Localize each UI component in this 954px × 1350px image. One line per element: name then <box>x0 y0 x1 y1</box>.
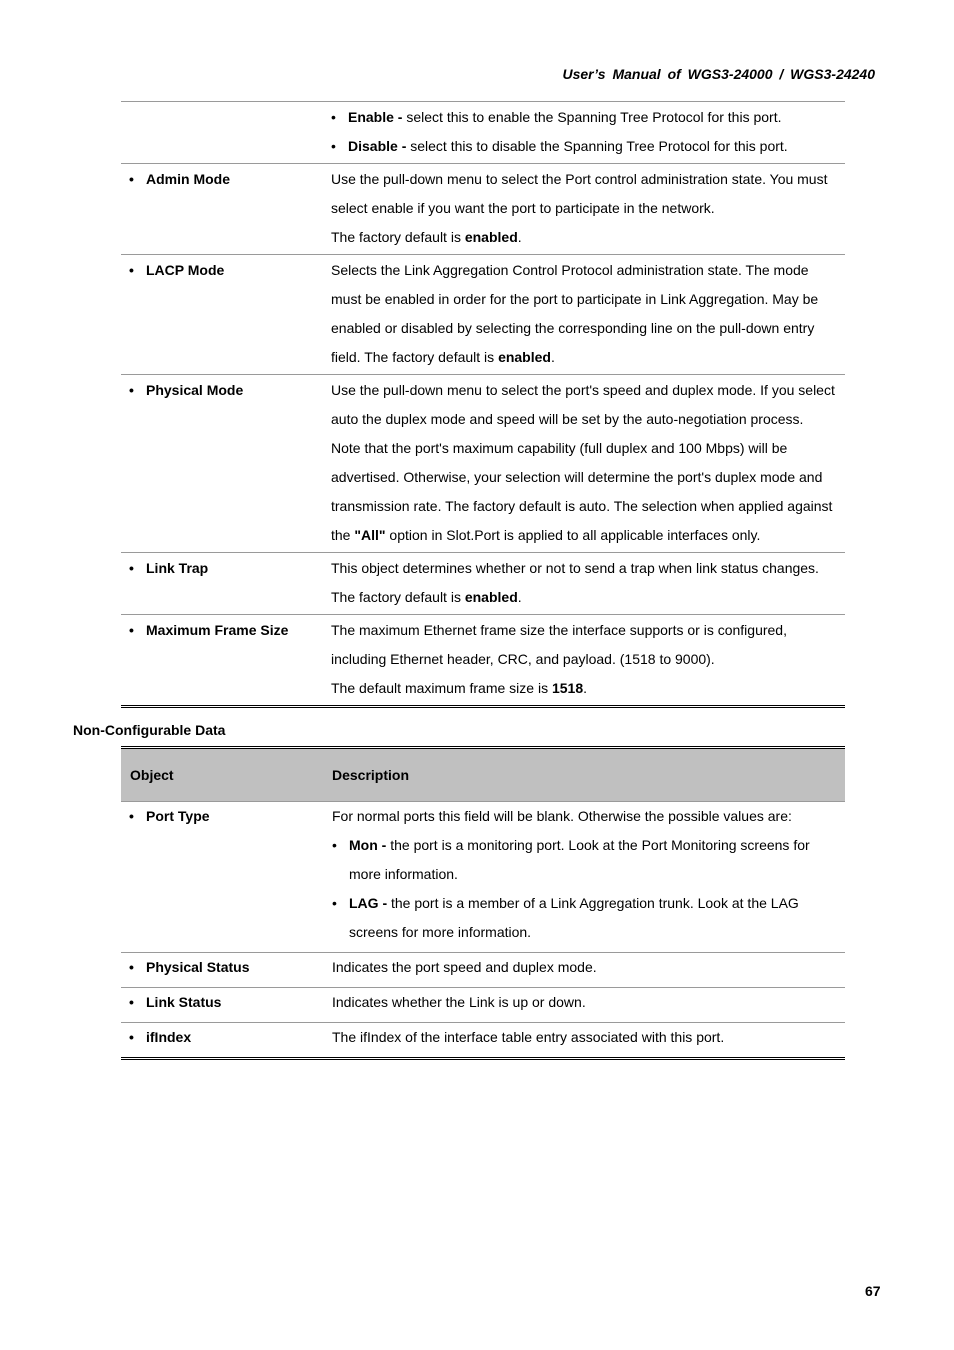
table-header-row <box>121 748 845 802</box>
default-suffix: . <box>583 680 588 696</box>
line-suffix: option in Slot.Port is applied to all applicable interfaces only. <box>385 527 761 543</box>
bullet-icon: • <box>129 808 134 824</box>
object-label: LACP Mode <box>146 262 225 278</box>
object-label: Port Type <box>146 808 210 824</box>
term: LAG - <box>349 895 388 911</box>
description-cell <box>330 102 845 164</box>
description-line <box>331 521 839 550</box>
term: Enable - <box>348 109 403 125</box>
nonconfig-table <box>121 746 845 1060</box>
bullet-icon: • <box>129 560 134 576</box>
term: Mon - <box>349 837 387 853</box>
object-cell <box>121 615 330 707</box>
object-cell <box>121 164 330 255</box>
object-cell <box>121 988 331 1023</box>
line-prefix: the <box>331 527 355 543</box>
column-header-object: Object <box>121 748 331 802</box>
description-line: Use the pull-down menu to select the Port control administration state. You must <box>331 171 828 187</box>
bullet-icon: • <box>129 1029 134 1045</box>
object-cell <box>121 1023 331 1059</box>
bullet-icon: • <box>331 109 336 125</box>
default-prefix: The default maximum frame size is <box>331 680 552 696</box>
default-prefix: The factory default is <box>331 229 465 245</box>
object-label: ifIndex <box>146 1029 192 1045</box>
bullet-icon: • <box>331 138 336 154</box>
default-line <box>331 343 839 372</box>
description-cell: Indicates the port speed and duplex mode. <box>332 959 597 975</box>
default-prefix: The factory default is <box>331 589 465 605</box>
config-table <box>121 101 845 708</box>
term-text: the port is a member of a Link Aggregation trunk. Look at the LAG <box>387 895 799 911</box>
default-value: 1518 <box>551 680 584 696</box>
list-item <box>332 889 839 947</box>
default-value: enabled <box>498 349 551 365</box>
default-line <box>331 583 839 612</box>
object-label: Link Status <box>146 994 222 1010</box>
bullet-icon: • <box>129 262 134 278</box>
description-line: The maximum Ethernet frame size the interface supports or is configured, <box>331 622 787 638</box>
table-row <box>121 802 845 953</box>
table-row <box>121 615 845 707</box>
object-cell <box>121 255 330 375</box>
term-text: select this to enable the Spanning Tree Protocol for this port. <box>402 109 782 125</box>
description-line: auto the duplex mode and speed will be set by the auto-negotiation process. <box>331 411 804 427</box>
default-line <box>331 223 839 252</box>
default-suffix: . <box>517 589 522 605</box>
bullet-icon: • <box>332 837 337 853</box>
object-label: Maximum Frame Size <box>146 622 289 638</box>
description-cell: The ifIndex of the interface table entry associated with this port. <box>332 1029 725 1045</box>
description-line: Selects the Link Aggregation Control Protocol administration state. The mode <box>331 262 809 278</box>
description-line: must be enabled in order for the port to participate in Link Aggregation. May be <box>331 291 819 307</box>
list-item <box>331 103 839 132</box>
description-cell <box>330 164 845 255</box>
default-value: enabled <box>464 589 518 605</box>
table-row <box>121 255 845 375</box>
table-row <box>121 102 845 164</box>
description-line: select enable if you want the port to participate in the network. <box>331 200 715 216</box>
description-line: Use the pull-down menu to select the port's speed and duplex mode. If you select <box>331 382 835 398</box>
table-row <box>121 375 845 553</box>
list-item <box>332 831 839 889</box>
bullet-icon: • <box>129 382 134 398</box>
object-label: Physical Status <box>146 959 250 975</box>
bullet-icon: • <box>129 622 134 638</box>
object-cell <box>121 375 330 553</box>
term-text-continued: more information. <box>349 866 458 882</box>
bullet-icon: • <box>332 895 337 911</box>
bullet-icon: • <box>129 959 134 975</box>
term-text: select this to disable the Spanning Tree Protocol for this port. <box>406 138 788 154</box>
term: Disable - <box>348 138 407 154</box>
term-text-continued: screens for more information. <box>349 924 532 940</box>
description-line: advertised. Otherwise, your selection will determine the port's duplex mode and <box>331 469 823 485</box>
section-title: Non-Configurable Data <box>73 722 226 738</box>
object-cell <box>121 802 331 953</box>
bullet-icon: • <box>129 994 134 1010</box>
object-label: Physical Mode <box>146 382 244 398</box>
column-header-description: Description <box>331 748 845 802</box>
table-row <box>121 553 845 615</box>
object-label: Link Trap <box>146 560 209 576</box>
term-text: the port is a monitoring port. Look at the Port Monitoring screens for <box>386 837 810 853</box>
description-cell <box>330 375 845 553</box>
description-cell <box>330 615 845 707</box>
default-value: enabled <box>464 229 518 245</box>
table-row <box>121 164 845 255</box>
description-line: enabled or disabled by selecting the corresponding line on the pull-down entry <box>331 320 815 336</box>
line-bold: "All" <box>354 527 386 543</box>
page-number: 67 <box>865 1283 881 1299</box>
list-item <box>331 132 839 161</box>
default-suffix: . <box>517 229 522 245</box>
default-suffix: . <box>550 349 555 365</box>
default-line <box>331 674 839 703</box>
description-line: Note that the port's maximum capability (full duplex and 100 Mbps) will be <box>331 440 788 456</box>
description-line: transmission rate. The factory default is auto. The selection when applied against <box>331 498 833 514</box>
table-row <box>121 988 845 1023</box>
description-line: For normal ports this field will be blank. Otherwise the possible values are: <box>332 808 792 824</box>
object-cell <box>121 953 331 988</box>
bullet-icon: • <box>129 171 134 187</box>
object-cell <box>121 553 330 615</box>
description-cell: Indicates whether the Link is up or down. <box>332 994 586 1010</box>
object-label: Admin Mode <box>146 171 230 187</box>
default-prefix: field. The factory default is <box>331 349 499 365</box>
description-cell <box>331 802 845 953</box>
description-cell <box>330 255 845 375</box>
description-line: including Ethernet header, CRC, and payload. (1518 to 9000). <box>331 651 715 667</box>
table-row <box>121 1023 845 1059</box>
description-cell <box>330 553 845 615</box>
table-row <box>121 953 845 988</box>
description-line: This object determines whether or not to send a trap when link status changes. <box>331 560 819 576</box>
object-cell <box>121 102 330 164</box>
manual-header: User’s Manual of WGS3-24000 / WGS3-24240 <box>562 66 875 82</box>
